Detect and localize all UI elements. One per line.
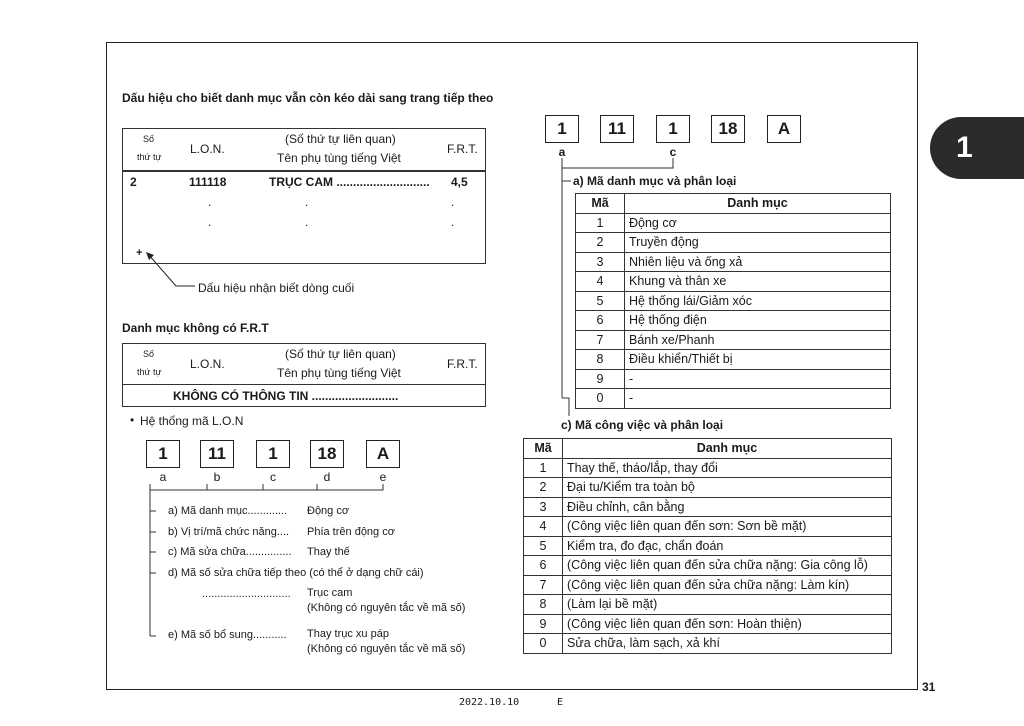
category-code-table: Mã Danh mục 1 Động cơ 2 Truyền động 3 Nhiên liệu và ống xả 4 Khung và thân xe 5 Hệ thống lái/Giảm xóc 6 Hệ thống điện 7 Bánh xe/Phanh 8 Điều khiển/Thiết bị 9 - 0 -: [575, 193, 891, 409]
work-label: Kiểm tra, đo đạc, chẩn đoán: [563, 536, 892, 556]
category-row: [576, 291, 891, 311]
work-row: [524, 458, 892, 478]
category-row: [576, 350, 891, 370]
row-frt: 4,5: [451, 175, 468, 189]
category-code: 2: [576, 233, 625, 253]
category-label: Động cơ: [625, 213, 891, 233]
work-label: Đại tu/Kiểm tra toàn bộ: [563, 478, 892, 498]
work-row: [524, 517, 892, 537]
category-label: -: [625, 389, 891, 409]
right-code-4: 18: [711, 115, 745, 143]
work-code: 9: [524, 614, 563, 634]
footer-edition: E: [557, 697, 564, 708]
work-code: 0: [524, 634, 563, 654]
category-label: Hệ thống lái/Giảm xóc: [625, 291, 891, 311]
section2-title: Danh mục không có F.R.T: [122, 321, 269, 335]
category-code: 5: [576, 291, 625, 311]
category-row: [576, 389, 891, 409]
row-name: TRỤC CAM ............................: [269, 175, 430, 189]
row-lon: 111118: [189, 175, 227, 189]
category-label: Bánh xe/Phanh: [625, 330, 891, 350]
lon-code-c: 1: [256, 440, 290, 468]
category-code: 3: [576, 252, 625, 272]
last-row-marker: +: [136, 247, 143, 259]
work-row: [524, 575, 892, 595]
category-label: Khung và thân xe: [625, 272, 891, 292]
chapter-tab: 1: [930, 117, 1024, 179]
work-label: Điều chỉnh, cân bằng: [563, 497, 892, 517]
category-code: 0: [576, 389, 625, 409]
work-row: [524, 556, 892, 576]
work-label: (Công việc liên quan đến sơn: Sơn bề mặt): [563, 517, 892, 537]
work-row: [524, 614, 892, 634]
work-label: Thay thế, tháo/lắp, thay đổi: [563, 458, 892, 478]
right-code-1: 1: [545, 115, 579, 143]
section2-table: Số thứ tự L.O.N. (Số thứ tự liên quan) Tên phụ tùng tiếng Việt F.R.T. KHÔNG CÓ THÔNG TIN ..........................: [122, 343, 486, 407]
right-code-3: 1: [656, 115, 690, 143]
category-row: [576, 369, 891, 389]
work-label: (Công việc liên quan đến sơn: Hoàn thiện): [563, 614, 892, 634]
work-code: 4: [524, 517, 563, 537]
section1-title: Dấu hiệu cho biết danh mục vẫn còn kéo dài sang trang tiếp theo: [122, 91, 494, 105]
footer-date: 2022.10.10: [459, 697, 520, 708]
work-label: (Công việc liên quan đến sửa chữa nặng: Gia công lỗ): [563, 556, 892, 576]
category-label: Nhiên liệu và ống xả: [625, 252, 891, 272]
category-label: -: [625, 369, 891, 389]
work-code-table: Mã Danh mục 1 Thay thế, tháo/lắp, thay đổi 2 Đại tu/Kiểm tra toàn bộ 3 Điều chỉnh, cân bằng 4 (Công việc liên quan đến sơn: Sơn bề mặt) 5 Kiểm tra, đo đạc, chẩn đoán 6 (Công việc liên quan đến sửa chữa nặng: Gia công lỗ) 7 (Công việc liên quan đến sửa chữa nặng: Làm kín) 8 (Làm lại bề mặt) 9 (Công việc liên quan đến sơn: Hoàn thiện) 0 Sửa chữa, làm sạch, xả khí: [523, 438, 892, 654]
callout-arrow-icon: [140, 250, 200, 295]
work-code: 8: [524, 595, 563, 615]
work-code: 6: [524, 556, 563, 576]
category-code: 1: [576, 213, 625, 233]
work-code: 2: [524, 478, 563, 498]
category-row: [576, 272, 891, 292]
section1-table: Số thứ tự L.O.N. (Số thứ tự liên quan) Tên phụ tùng tiếng Việt F.R.T. 2 111118 TRỤC CAM ............................ 4,5 . . . . . . +: [122, 128, 486, 264]
category-row: [576, 311, 891, 331]
work-row: [524, 536, 892, 556]
table-c-title: c) Mã công việc và phân loại: [561, 418, 724, 432]
work-code: 3: [524, 497, 563, 517]
work-code: 1: [524, 458, 563, 478]
lon-code-d: 18: [310, 440, 344, 468]
section3-title: Hệ thống mã L.O.N: [140, 414, 244, 428]
work-code: 5: [524, 536, 563, 556]
work-row: [524, 595, 892, 615]
category-row: [576, 330, 891, 350]
category-code: 4: [576, 272, 625, 292]
work-label: (Công việc liên quan đến sửa chữa nặng: Làm kín): [563, 575, 892, 595]
category-code: 9: [576, 369, 625, 389]
work-row: [524, 497, 892, 517]
category-code: 6: [576, 311, 625, 331]
category-label: Điều khiển/Thiết bị: [625, 350, 891, 370]
category-code: 7: [576, 330, 625, 350]
category-label: Truyền động: [625, 233, 891, 253]
row-no: 2: [130, 175, 137, 189]
work-label: Sửa chữa, làm sạch, xả khí: [563, 634, 892, 654]
lon-code-e: A: [366, 440, 400, 468]
page-number: 31: [922, 680, 936, 694]
table-a-title: a) Mã danh mục và phân loại: [573, 174, 737, 188]
work-row: [524, 634, 892, 654]
category-row: [576, 213, 891, 233]
callout-text: Dấu hiệu nhận biết dòng cuối: [198, 281, 355, 295]
lon-code-b: 11: [200, 440, 234, 468]
category-row: [576, 252, 891, 272]
right-code-5: A: [767, 115, 801, 143]
no-info-text: KHÔNG CÓ THÔNG TIN ..........................: [173, 389, 399, 403]
category-label: Hệ thống điện: [625, 311, 891, 331]
work-row: [524, 478, 892, 498]
category-row: [576, 233, 891, 253]
lon-code-a: 1: [146, 440, 180, 468]
category-code: 8: [576, 350, 625, 370]
work-code: 7: [524, 575, 563, 595]
work-label: (Làm lại bề mặt): [563, 595, 892, 615]
right-code-2: 11: [600, 115, 634, 143]
